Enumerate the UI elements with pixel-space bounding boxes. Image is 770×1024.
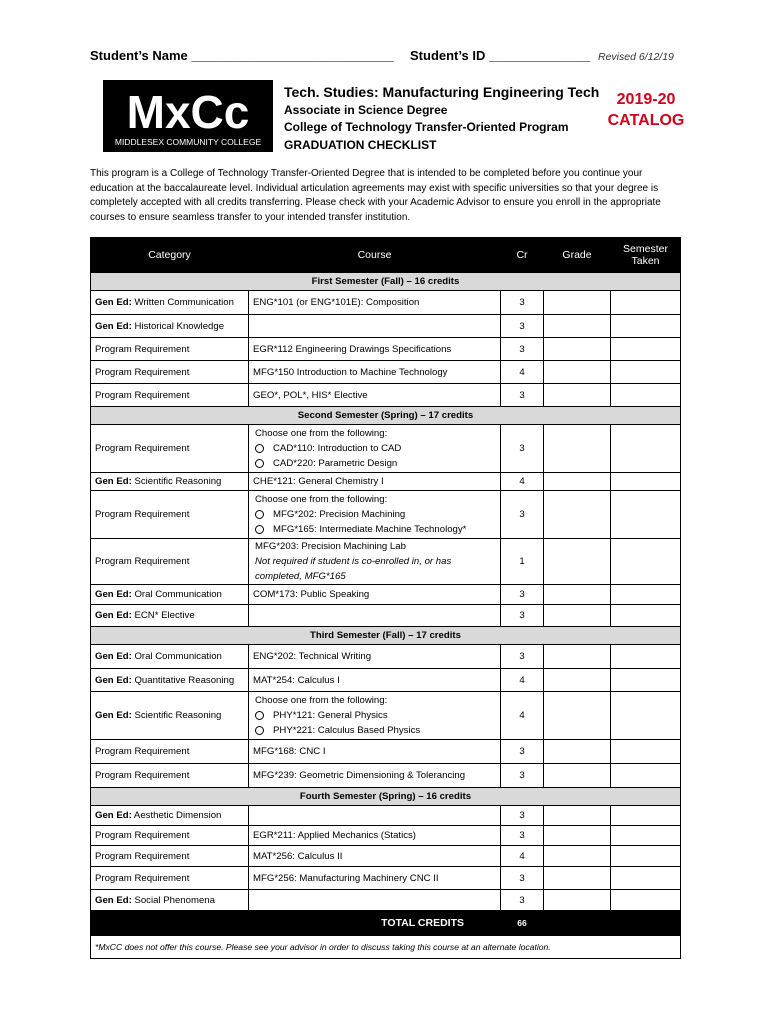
course-option[interactable]: MFG*165: Intermediate Machine Technology*	[253, 522, 496, 537]
course-cell	[249, 425, 501, 473]
grade-cell[interactable]	[544, 291, 611, 315]
credit-cell: 3	[501, 605, 544, 627]
grade-cell[interactable]	[544, 692, 611, 740]
course-option[interactable]: CAD*220: Parametric Design	[253, 456, 496, 471]
semester-taken-cell[interactable]	[611, 291, 681, 315]
semester-taken-cell[interactable]	[611, 806, 681, 826]
semester-taken-cell[interactable]	[611, 764, 681, 788]
choose-label: Choose one from the following:	[255, 428, 388, 439]
course-cell: MAT*254: Calculus I	[249, 669, 501, 692]
credit-cell: 3	[501, 867, 544, 890]
radio-circle-icon[interactable]	[255, 459, 264, 468]
category-cell: Program Requirement	[91, 338, 249, 361]
semester-taken-cell[interactable]	[611, 740, 681, 764]
category-cell: Gen Ed: Aesthetic Dimension	[91, 806, 249, 826]
grade-cell[interactable]	[544, 473, 611, 491]
grade-cell[interactable]	[544, 645, 611, 669]
semester-taken-cell[interactable]	[611, 867, 681, 890]
course-note: Not required if student is co-enrolled in, or has completed, MFG*165	[255, 556, 452, 582]
radio-circle-icon[interactable]	[255, 525, 264, 534]
semester-taken-cell[interactable]	[611, 890, 681, 911]
catalog-year: 2019-20	[616, 91, 676, 108]
credit-cell: 3	[501, 826, 544, 846]
college-program-title: College of Technology Transfer-Oriented Program	[284, 120, 569, 134]
footnote: *MxCC does not offer this course. Please see your advisor in order to discuss taking this course at an alternate location.	[91, 936, 681, 959]
credit-cell: 1	[501, 539, 544, 585]
grade-cell[interactable]	[544, 867, 611, 890]
total-credits-value: 66	[501, 911, 544, 936]
intro-paragraph: This program is a College of Technology Transfer-Oriented Degree that is intended to be completed before you continue your education at the baccalaureate level. Individual articulation agreements may exist with specific universities so that your degree is completely accepted with all credits transferring. Please check with your Academic Advisor to ensure you enroll in the appropriate courses to ensure seamless transfer to your intended transfer institution.	[90, 168, 661, 223]
semester-taken-cell[interactable]	[611, 846, 681, 867]
category-cell: Program Requirement	[91, 826, 249, 846]
course-option[interactable]: MFG*202: Precision Machining	[253, 507, 496, 522]
table-row	[91, 338, 681, 361]
table-row	[91, 806, 681, 826]
grade-cell[interactable]	[544, 669, 611, 692]
category-cell: Program Requirement	[91, 846, 249, 867]
category-cell: Program Requirement	[91, 867, 249, 890]
footnote-row	[91, 936, 681, 959]
semester-taken-cell[interactable]	[611, 338, 681, 361]
credit-cell: 3	[501, 384, 544, 407]
credit-cell: 3	[501, 338, 544, 361]
course-cell: COM*173: Public Speaking	[249, 585, 501, 605]
logo-graphic	[103, 80, 273, 152]
radio-circle-icon[interactable]	[255, 726, 264, 735]
grade-cell[interactable]	[544, 740, 611, 764]
category-cell: Gen Ed: Historical Knowledge	[91, 315, 249, 338]
choose-label: Choose one from the following:	[255, 494, 388, 505]
semester-heading: Second Semester (Spring) – 17 credits	[91, 407, 681, 425]
table-row	[91, 315, 681, 338]
course-cell: GEO*, POL*, HIS* Elective	[249, 384, 501, 407]
degree-title: Associate in Science Degree	[284, 103, 448, 117]
header-course: Course	[249, 238, 501, 273]
semester-heading: Third Semester (Fall) – 17 credits	[91, 627, 681, 645]
course-cell: EGR*211: Applied Mechanics (Statics)	[249, 826, 501, 846]
course-cell: ENG*101 (or ENG*101E): Composition	[249, 291, 501, 315]
mxcc-logo	[103, 80, 273, 152]
checklist-table	[90, 237, 681, 959]
total-blank-cell	[544, 911, 681, 936]
category-cell: Program Requirement	[91, 361, 249, 384]
table-row	[91, 669, 681, 692]
table-row	[91, 846, 681, 867]
course-cell: ENG*202: Technical Writing	[249, 645, 501, 669]
course-cell: MFG*168: CNC I	[249, 740, 501, 764]
category-cell: Program Requirement	[91, 539, 249, 585]
semester-taken-cell[interactable]	[611, 473, 681, 491]
total-credits-label: TOTAL CREDITS	[91, 911, 501, 936]
table-row	[91, 491, 681, 539]
course-cell: MFG*203: Precision Machining Lab Not required if student is co-enrolled in, or has completed, MFG*165	[249, 539, 501, 585]
course-cell: CHE*121: General Chemistry I	[249, 473, 501, 491]
header-category: Category	[91, 238, 249, 273]
category-cell: Gen Ed: Scientific Reasoning	[91, 473, 249, 491]
credit-cell: 4	[501, 361, 544, 384]
category-cell: Gen Ed: Scientific Reasoning	[91, 692, 249, 740]
course-cell[interactable]	[249, 890, 501, 911]
grade-cell[interactable]	[544, 539, 611, 585]
credit-cell: 4	[501, 692, 544, 740]
table-row	[91, 764, 681, 788]
course-option[interactable]: PHY*121: General Physics	[253, 708, 496, 723]
grade-cell[interactable]	[544, 384, 611, 407]
semester-taken-cell[interactable]	[611, 605, 681, 627]
credit-cell: 4	[501, 473, 544, 491]
semester-taken-cell[interactable]	[611, 692, 681, 740]
grade-cell[interactable]	[544, 890, 611, 911]
grade-cell[interactable]	[544, 425, 611, 473]
checklist-title: GRADUATION CHECKLIST	[284, 138, 437, 152]
course-option[interactable]: PHY*221: Calculus Based Physics	[253, 723, 496, 738]
grade-cell[interactable]	[544, 585, 611, 605]
table-row	[91, 826, 681, 846]
program-title: Tech. Studies: Manufacturing Engineering Tech	[284, 84, 600, 100]
semester-taken-cell[interactable]	[611, 826, 681, 846]
grade-cell[interactable]	[544, 764, 611, 788]
category-cell: Gen Ed: Written Communication	[91, 291, 249, 315]
table-row	[91, 740, 681, 764]
header-semester: Semester Taken	[611, 238, 681, 273]
course-cell: MFG*256: Manufacturing Machinery CNC II	[249, 867, 501, 890]
grade-cell[interactable]	[544, 361, 611, 384]
credit-cell: 3	[501, 491, 544, 539]
course-cell: MAT*256: Calculus II	[249, 846, 501, 867]
course-cell[interactable]	[249, 806, 501, 826]
credit-cell: 3	[501, 764, 544, 788]
category-cell: Program Requirement	[91, 425, 249, 473]
category-cell: Gen Ed: Oral Communication	[91, 645, 249, 669]
table-row	[91, 361, 681, 384]
grade-cell[interactable]	[544, 491, 611, 539]
category-cell: Program Requirement	[91, 491, 249, 539]
category-cell: Gen Ed: Oral Communication	[91, 585, 249, 605]
credit-cell: 3	[501, 740, 544, 764]
radio-circle-icon[interactable]	[255, 444, 264, 453]
category-cell: Program Requirement	[91, 740, 249, 764]
semester-taken-cell[interactable]	[611, 539, 681, 585]
table-row	[91, 539, 681, 585]
category-cell: Program Requirement	[91, 764, 249, 788]
grade-cell[interactable]	[544, 846, 611, 867]
semester-heading: First Semester (Fall) – 16 credits	[91, 273, 681, 291]
student-name-field[interactable]: Student’s Name ____________________________	[90, 48, 394, 63]
category-cell: Gen Ed: Social Phenomena	[91, 890, 249, 911]
semester-heading: Fourth Semester (Spring) – 16 credits	[91, 788, 681, 806]
credit-cell: 4	[501, 846, 544, 867]
grade-cell[interactable]	[544, 338, 611, 361]
course-option[interactable]: CAD*110: Introduction to CAD	[253, 441, 496, 456]
grade-cell[interactable]	[544, 315, 611, 338]
catalog-label: CATALOG	[607, 112, 685, 129]
semester-taken-cell[interactable]	[611, 361, 681, 384]
course-cell[interactable]	[249, 605, 501, 627]
semester-taken-cell[interactable]	[611, 491, 681, 539]
table-row	[91, 645, 681, 669]
category-cell: Gen Ed: Quantitative Reasoning	[91, 669, 249, 692]
radio-circle-icon[interactable]	[255, 711, 264, 720]
course-cell: EGR*112 Engineering Drawings Specifications	[249, 338, 501, 361]
semester-taken-cell[interactable]	[611, 315, 681, 338]
semester-taken-cell[interactable]	[611, 425, 681, 473]
table-row	[91, 692, 681, 740]
table-row	[91, 605, 681, 627]
credit-cell: 3	[501, 291, 544, 315]
credit-cell: 3	[501, 425, 544, 473]
header-cr: Cr	[501, 238, 544, 273]
semester-taken-cell[interactable]	[611, 585, 681, 605]
course-cell: MFG*150 Introduction to Machine Technology	[249, 361, 501, 384]
semester-taken-cell[interactable]	[611, 645, 681, 669]
logo-mark: MxCc	[126, 86, 250, 138]
course-cell[interactable]	[249, 315, 501, 338]
grade-cell[interactable]	[544, 605, 611, 627]
credit-cell: 3	[501, 645, 544, 669]
grade-cell[interactable]	[544, 826, 611, 846]
course-cell	[249, 692, 501, 740]
logo-college-name: MIDDLESEX COMMUNITY COLLEGE	[114, 137, 262, 147]
table-row	[91, 384, 681, 407]
category-cell: Program Requirement	[91, 384, 249, 407]
radio-circle-icon[interactable]	[255, 510, 264, 519]
course-cell	[249, 491, 501, 539]
table-row	[91, 867, 681, 890]
table-row	[91, 890, 681, 911]
table-row	[91, 585, 681, 605]
semester-taken-cell[interactable]	[611, 669, 681, 692]
credit-cell: 3	[501, 315, 544, 338]
course-cell: MFG*239: Geometric Dimensioning & Tolerancing	[249, 764, 501, 788]
credit-cell: 4	[501, 669, 544, 692]
choose-label: Choose one from the following:	[255, 695, 388, 706]
credit-cell: 3	[501, 806, 544, 826]
table-row	[91, 473, 681, 491]
grade-cell[interactable]	[544, 806, 611, 826]
table-row	[91, 291, 681, 315]
semester-taken-cell[interactable]	[611, 384, 681, 407]
header-grade: Grade	[544, 238, 611, 273]
category-cell: Gen Ed: ECN* Elective	[91, 605, 249, 627]
total-row	[91, 911, 681, 936]
catalog-badge	[600, 89, 692, 131]
table-row	[91, 425, 681, 473]
credit-cell: 3	[501, 890, 544, 911]
credit-cell: 3	[501, 585, 544, 605]
student-id-field[interactable]: Student’s ID ______________	[410, 48, 591, 63]
table-header-row	[91, 238, 681, 273]
revised-date: Revised 6/12/19	[598, 51, 674, 63]
